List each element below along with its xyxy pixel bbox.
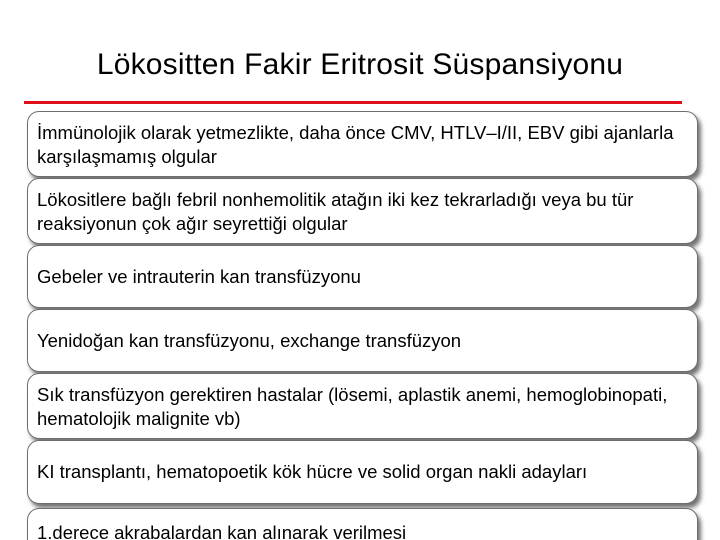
indication-box-frequent-transfusion: [27, 373, 698, 439]
indication-text: Lökositlere bağlı febril nonhemolitik atağın iki kez tekrarladığı veya bu tür reaksiyonun çok ağır seyrettiği olgular: [37, 189, 634, 234]
title-underline: [24, 101, 682, 104]
indication-text: Sık transfüzyon gerektiren hastalar (lösemi, aplastik anemi, hemoglobinopati, hematolojik malignite vb): [37, 384, 668, 429]
indication-box-relatives: [27, 508, 698, 540]
indication-text: İmmünolojik olarak yetmezlikte, daha önce CMV, HTLV‒I/II, EBV gibi ajanlarla karşılaşmamış olgular: [37, 122, 674, 167]
indication-box-febrile-reaction: [27, 178, 698, 244]
indication-box-pregnancy: [27, 245, 698, 308]
indication-box-newborn: [27, 309, 698, 372]
indication-box-transplant: [27, 440, 698, 504]
slide-title: Lökositten Fakir Eritrosit Süspansiyonu: [96, 48, 624, 81]
indication-text: 1.derece akrabalardan kan alınarak verilmesi: [37, 522, 407, 540]
indication-text: Gebeler ve intrauterin kan transfüzyonu: [37, 265, 361, 287]
indication-text: KI transplantı, hematopoetik kök hücre ve solid organ nakli adayları: [37, 461, 588, 482]
indication-box-immunodeficiency: [27, 111, 698, 177]
indication-text: Yenidoğan kan transfüzyonu, exchange transfüzyon: [37, 329, 462, 351]
